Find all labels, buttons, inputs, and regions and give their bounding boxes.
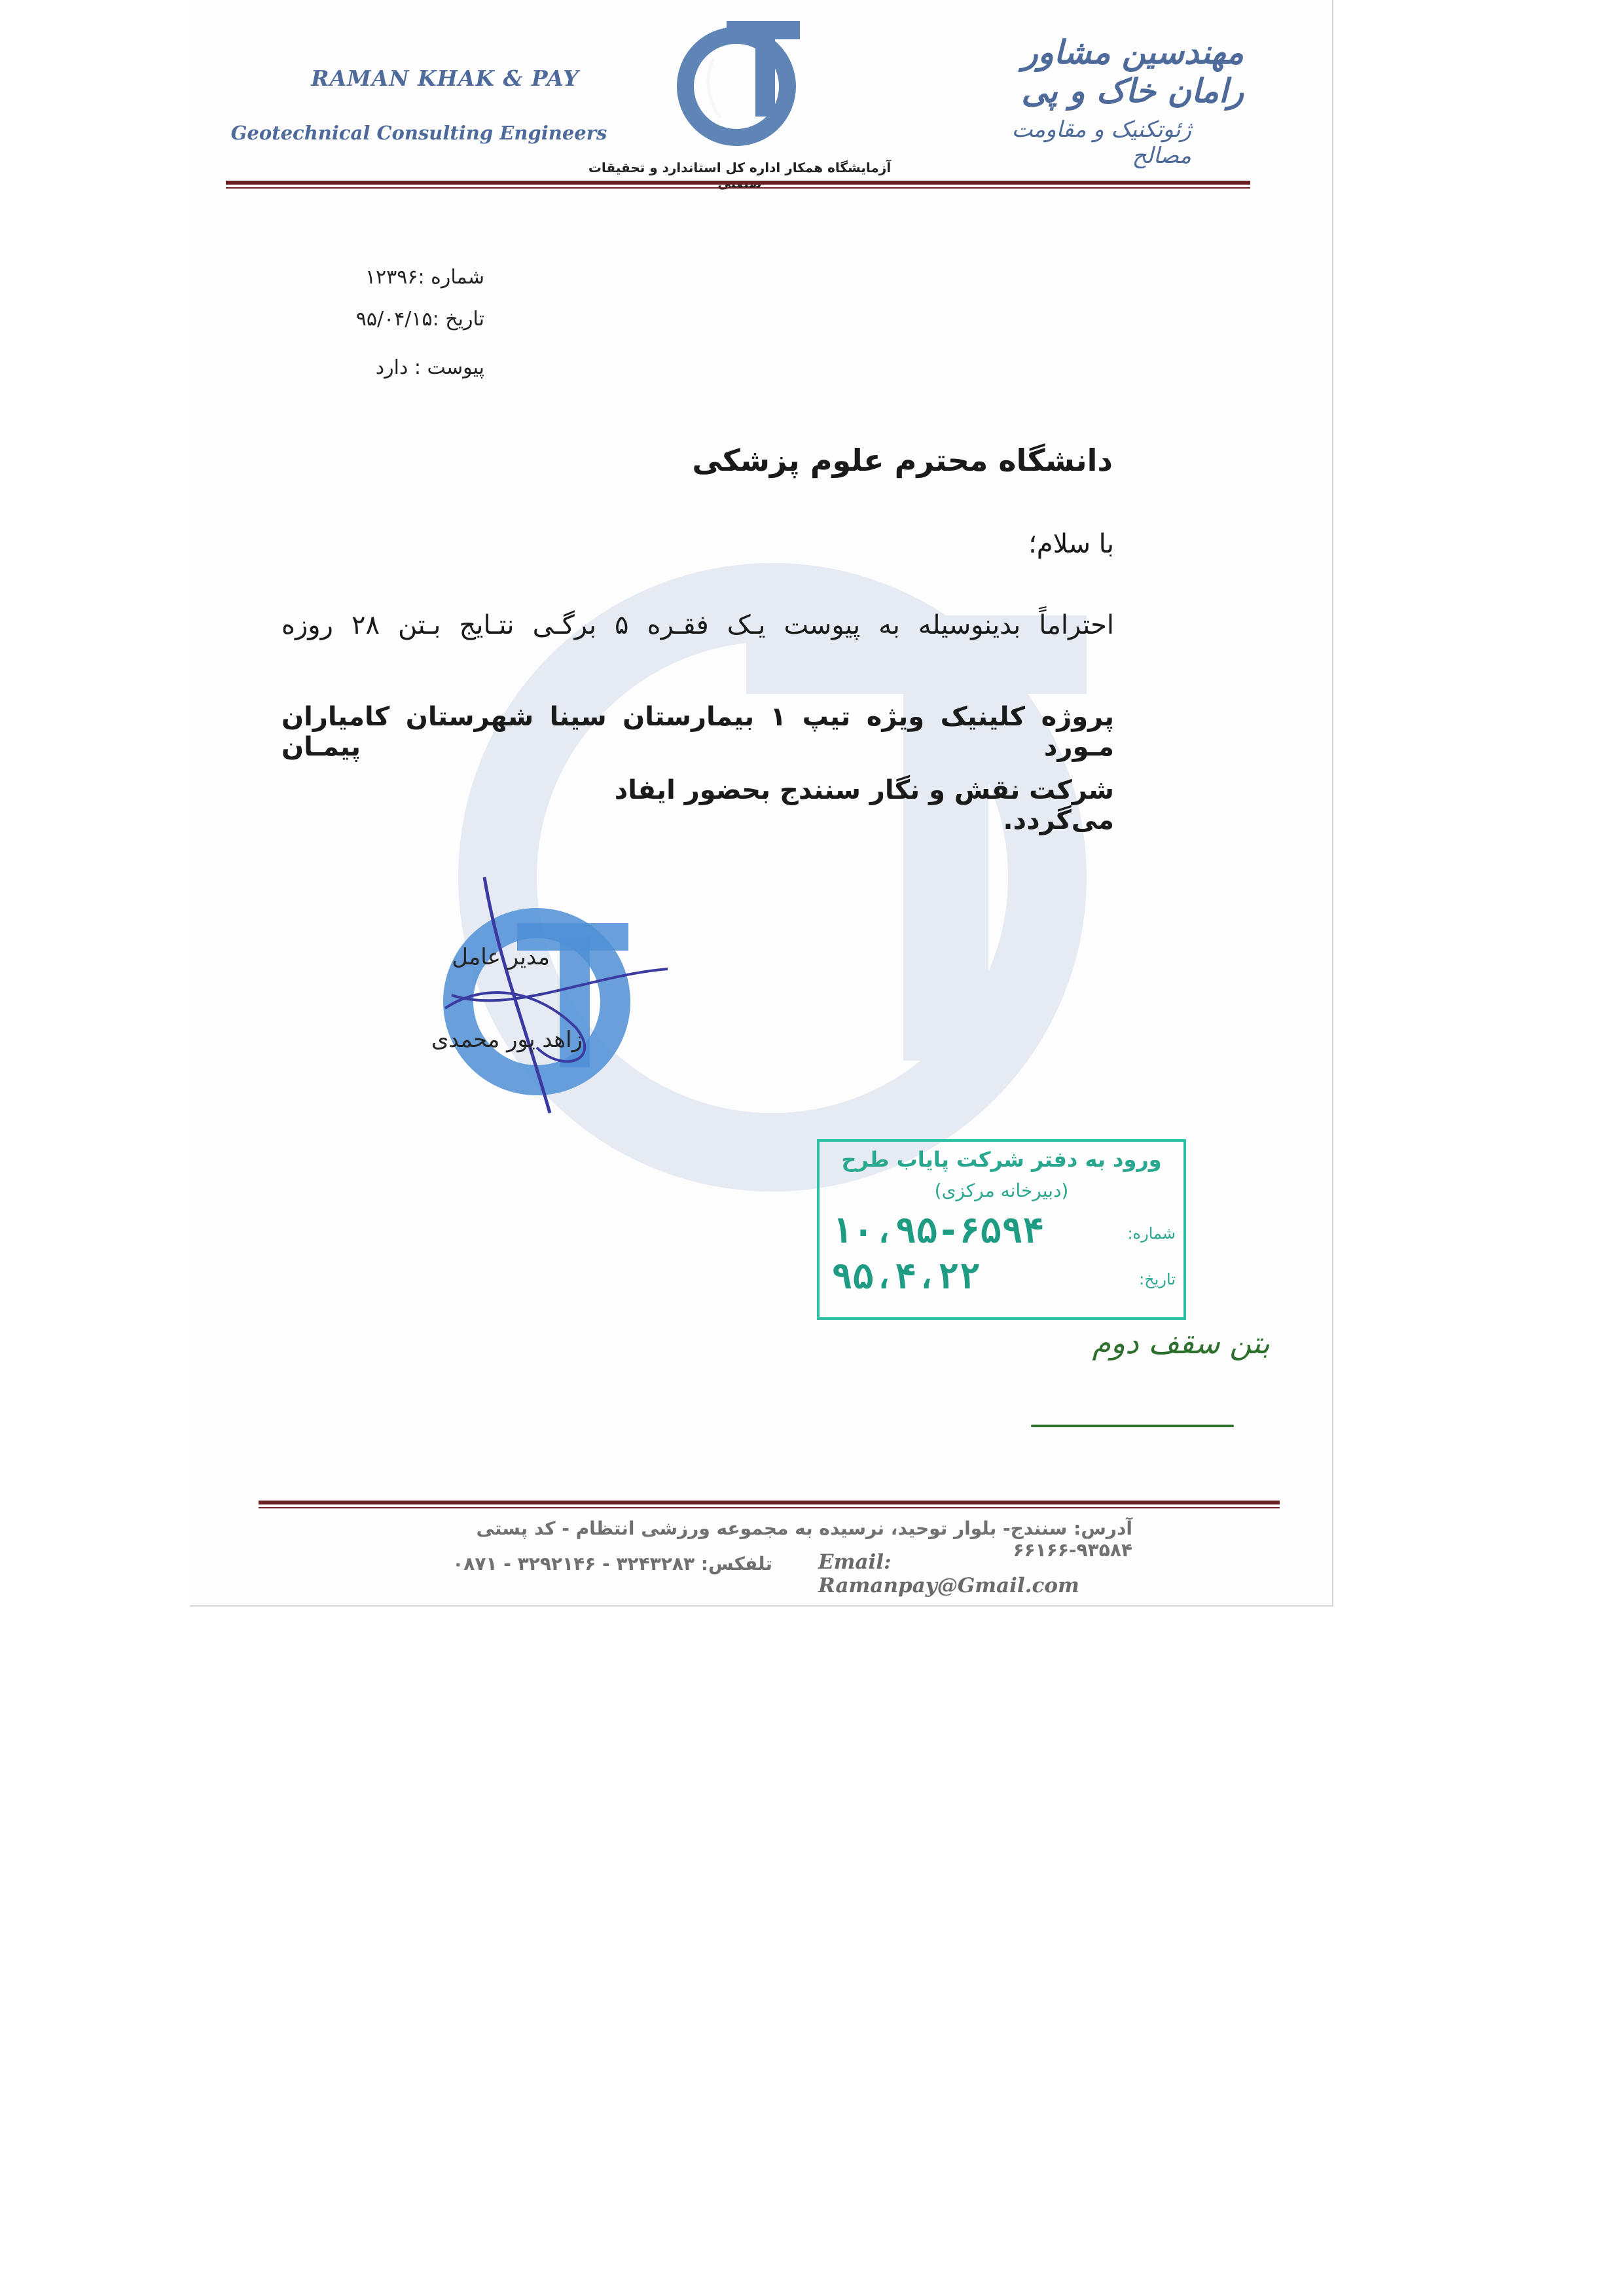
company-english-subtitle: Geotechnical Consulting Engineers <box>230 122 607 144</box>
body-line-1: احتراماً بدینوسیله به پیوست یـک فقـره ۵ برگـی نتـایج بـتن ۲۸ روزه <box>281 610 1114 640</box>
footer-telfax: تلفکس: ۳۲۴۳۲۸۳ - ۳۲۹۲۱۴۶ - ۰۸۷۱ <box>452 1553 772 1575</box>
company-persian-name: مهندسین مشاور رامان خاک و پی <box>1021 33 1244 110</box>
stamp-number-value: ۱۰،۹۵-۶۵۹۴ <box>831 1210 1045 1251</box>
company-seal-icon <box>406 851 681 1126</box>
header-rule-thin <box>226 187 1250 189</box>
body-line-3: شرکت نقش و نگار سنندج بحضور ایفاد می‌گردد. <box>614 775 1114 835</box>
signatory-name: زاهد پور محمدی <box>431 1027 583 1053</box>
recipient-line: دانشگاه محترم علوم پزشکی <box>692 443 1113 478</box>
stamp-heading: ورود به دفتر شرکت پایاب طرح <box>841 1147 1162 1172</box>
greeting-line: با سلام؛ <box>1028 529 1114 559</box>
handwritten-underline <box>1031 1425 1234 1427</box>
stamp-date-label: تاریخ: <box>1139 1270 1176 1288</box>
letter-number: شماره :۱۲۳۹۶ <box>365 266 484 289</box>
company-english-name: RAMAN KHAK & PAY <box>311 65 579 91</box>
body-line-2: پروژه کلینیک ویژه تیپ ۱ بیمارستان سینا شهرستان کامیاران مـورد پیمـان <box>281 702 1114 762</box>
handwritten-note: بتن سقف دوم <box>1092 1325 1270 1360</box>
signatory-title: مدیر عامل <box>452 944 550 970</box>
receipt-stamp <box>817 1139 1186 1320</box>
letter-date: تاریخ :۹۵/۰۴/۱۵ <box>355 308 484 331</box>
footer-address: آدرس: سنندج- بلوار توحید، نرسیده به مجموعه ورزشی انتظام - کد پستی ۹۳۵۸۴-۶۶۱۶۶ <box>476 1518 1132 1561</box>
letter-attachment: پیوست : دارد <box>375 356 484 379</box>
stamp-number-label: شماره: <box>1127 1224 1176 1243</box>
stamp-date-value: ۹۵،۴،۲۲ <box>831 1256 981 1297</box>
lab-accreditation-note: آزمایشگاه همکار اداره کل استاندارد و تحقیقات <box>588 160 892 175</box>
company-persian-subtitle: ژئوتکنیک و مقاومت مصالح <box>1011 117 1191 169</box>
footer-rule <box>259 1501 1280 1504</box>
footer-email: Email: Ramanpay@Gmail.com <box>818 1550 1079 1597</box>
footer-rule-thin <box>259 1507 1280 1508</box>
header-rule <box>226 181 1250 185</box>
company-logo-icon <box>674 13 805 151</box>
stamp-subheading: (دبیرخانه مرکزی) <box>934 1180 1069 1201</box>
